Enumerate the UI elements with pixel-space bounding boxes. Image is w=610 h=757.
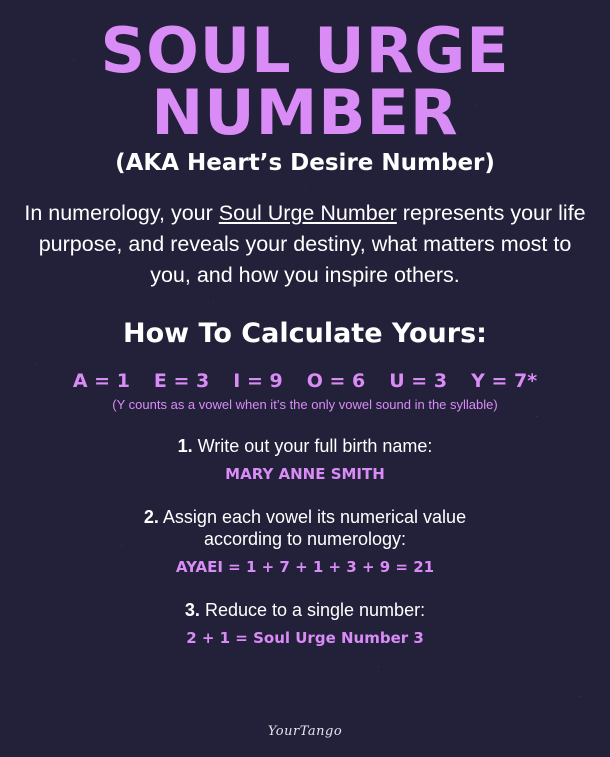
title-line-1: SOUL URGE <box>100 14 510 87</box>
vowel-a: A = 1 <box>72 370 130 392</box>
vowel-y: Y = 7* <box>471 370 538 392</box>
intro-paragraph <box>20 198 590 291</box>
title-line-2: NUMBER <box>151 76 459 149</box>
step-text: Assign each vowel its numerical value <box>158 507 467 527</box>
step-2 <box>0 506 610 550</box>
intro-text-after: represents your life purpose, and reveals your destiny, what matters most to you, and how you inspire others. <box>38 201 586 287</box>
step-1 <box>0 435 610 457</box>
step-3-result: 2 + 1 = Soul Urge Number 3 <box>186 629 424 647</box>
vowel-o: O = 6 <box>306 370 366 392</box>
step-text-line-2: according to numerology: <box>203 529 407 549</box>
step-number: 3. <box>184 600 200 620</box>
yourtango-logo: YourTango <box>267 724 343 739</box>
vowel-note: (Y counts as a vowel when it’s the only vowel sound in the syllable) <box>112 397 498 412</box>
section-heading: How To Calculate Yours: <box>123 318 487 349</box>
step-1-result: MARY ANNE SMITH <box>225 465 385 483</box>
soul-urge-link[interactable]: Soul Urge Number <box>218 201 397 225</box>
vowel-values <box>0 369 610 393</box>
step-text: Reduce to a single number: <box>199 600 426 620</box>
subtitle: (AKA Heart’s Desire Number) <box>115 150 495 176</box>
step-number: 1. <box>177 436 193 456</box>
page-title <box>0 0 610 149</box>
step-2-result: AYAEI = 1 + 7 + 1 + 3 + 9 = 21 <box>175 558 435 576</box>
step-3 <box>0 599 610 621</box>
intro-text-before: In numerology, your <box>24 201 219 225</box>
step-number: 2. <box>143 507 159 527</box>
vowel-u: U = 3 <box>389 370 448 392</box>
step-text: Write out your full birth name: <box>192 436 433 456</box>
vowel-i: I = 9 <box>233 370 283 392</box>
vowel-e: E = 3 <box>153 370 210 392</box>
